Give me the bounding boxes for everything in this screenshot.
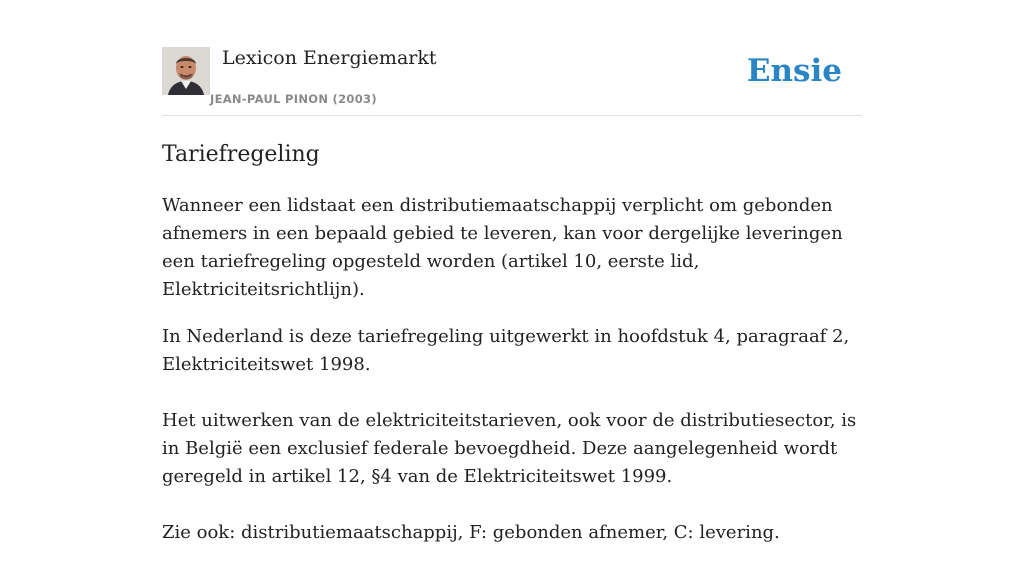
entry-see-also: Zie ook: distributiemaatschappij, F: gebonden afnemer, C: levering. [162,522,780,543]
avatar-portrait-icon [162,47,210,95]
entry-body [162,192,862,566]
header [162,46,862,116]
author-avatar[interactable] [162,47,210,95]
entry-title: Tariefregeling [162,142,320,167]
entry-paragraph: Het uitwerken van de elektriciteitstarieven, ook voor de distributiesector, is in België een exclusief federale bevoegdheid. Deze aangelegenheid wordt geregeld in artikel 12, §4 van de Elektriciteitswet 1999. [162,410,857,487]
book-title[interactable]: Lexicon Energiemarkt [222,47,437,69]
entry-paragraph: In Nederland is deze tariefregeling uitgewerkt in hoofdstuk 4, paragraaf 2, Elektriciteitswet 1998. [162,326,850,375]
author-name[interactable]: JEAN-PAUL PINON (2003) [210,92,377,106]
entry-paragraph: Wanneer een lidstaat een distributiemaatschappij verplicht om gebonden afnemers in een bepaald gebied te leveren, kan voor dergelijke leveringen een tariefregeling opgesteld worden (artikel 10, eerste lid, Elektriciteitsrichtlijn). [162,195,843,300]
ensie-logo[interactable]: Ensie [746,53,842,89]
